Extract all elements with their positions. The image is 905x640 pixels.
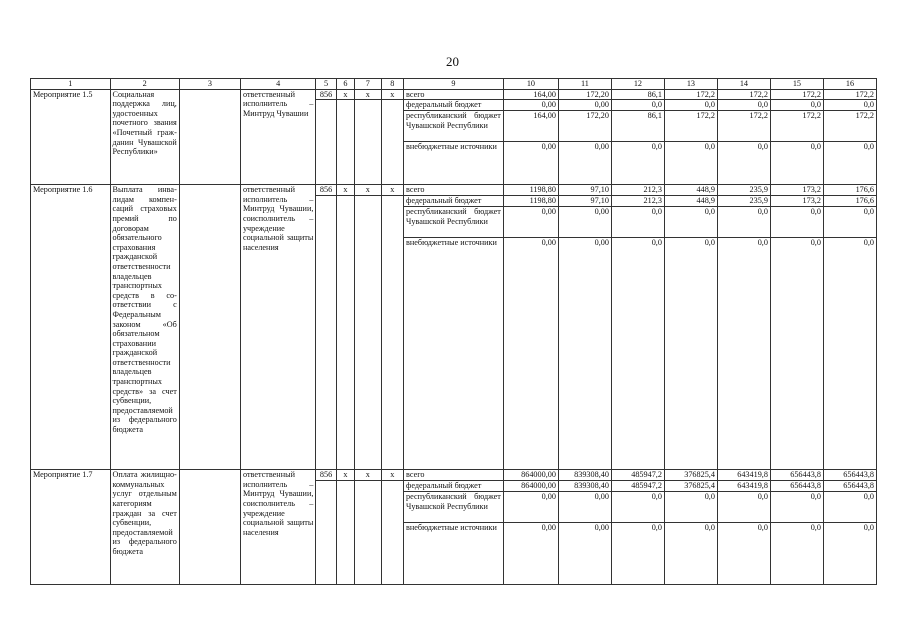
- amount-cell: 235,9: [717, 196, 770, 207]
- empty-cell: [355, 481, 382, 585]
- amount-cell: 0,0: [664, 523, 717, 585]
- amount-cell: 643419,8: [717, 470, 770, 481]
- amount-cell: 0,00: [558, 100, 611, 111]
- column-header: 14: [717, 79, 770, 90]
- column-header: 3: [179, 79, 240, 90]
- code-placeholder: x: [355, 185, 382, 196]
- amount-cell: 0,0: [717, 492, 770, 523]
- amount-cell: 0,0: [823, 207, 876, 238]
- table-row: [31, 470, 877, 481]
- budget-code: 856: [316, 89, 336, 100]
- amount-cell: 212,3: [611, 196, 664, 207]
- amount-cell: 0,0: [823, 523, 876, 585]
- amount-cell: 485947,2: [611, 470, 664, 481]
- code-placeholder: x: [381, 185, 403, 196]
- budget-table: [30, 78, 877, 585]
- amount-cell: 164,00: [503, 89, 558, 100]
- amount-cell: 173,2: [770, 196, 823, 207]
- amount-cell: 0,00: [558, 492, 611, 523]
- amount-cell: 0,0: [823, 142, 876, 185]
- funding-source: внебюджетные источники: [404, 238, 504, 470]
- empty-cell: [336, 100, 354, 185]
- amount-cell: 864000,00: [503, 470, 558, 481]
- amount-cell: 864000,00: [503, 481, 558, 492]
- amount-cell: 0,0: [664, 142, 717, 185]
- amount-cell: 839308,40: [558, 470, 611, 481]
- column-header: 5: [316, 79, 336, 90]
- amount-cell: 176,6: [823, 196, 876, 207]
- empty-cell: [336, 481, 354, 585]
- amount-cell: 0,0: [770, 523, 823, 585]
- amount-cell: 0,0: [717, 142, 770, 185]
- amount-cell: 0,00: [503, 100, 558, 111]
- amount-cell: 97,10: [558, 185, 611, 196]
- amount-cell: 0,00: [503, 238, 558, 470]
- amount-cell: 656443,8: [823, 481, 876, 492]
- funding-source: внебюджетные источники: [404, 142, 504, 185]
- amount-cell: 0,0: [770, 238, 823, 470]
- measure-executor: ответственный исполнитель – Минтруд Чувашии: [240, 89, 315, 185]
- amount-cell: 448,9: [664, 185, 717, 196]
- measure-id: Мероприятие 1.7: [31, 470, 111, 585]
- funding-source: республиканский бюджет Чувашской Республики: [404, 111, 504, 142]
- column-header: 9: [404, 79, 504, 90]
- amount-cell: 172,20: [558, 89, 611, 100]
- table-row: [31, 185, 877, 196]
- amount-cell: 86,1: [611, 89, 664, 100]
- amount-cell: 656443,8: [770, 470, 823, 481]
- amount-cell: 656443,8: [823, 470, 876, 481]
- amount-cell: 86,1: [611, 111, 664, 142]
- amount-cell: 376825,4: [664, 470, 717, 481]
- empty-cell: [381, 481, 403, 585]
- empty-cell: [179, 185, 240, 470]
- measure-executor: ответственный исполнитель – Минтруд Чувашии, соисполнитель – учреждение социальной защиты населения: [240, 185, 315, 470]
- amount-cell: 0,0: [611, 238, 664, 470]
- funding-source: федеральный бюджет: [404, 196, 504, 207]
- amount-cell: 0,0: [717, 523, 770, 585]
- amount-cell: 0,0: [770, 100, 823, 111]
- code-placeholder: x: [355, 470, 382, 481]
- amount-cell: 1198,80: [503, 185, 558, 196]
- funding-source: республиканский бюджет Чувашской Республики: [404, 492, 504, 523]
- funding-source: федеральный бюджет: [404, 481, 504, 492]
- column-header: 13: [664, 79, 717, 90]
- code-placeholder: x: [381, 470, 403, 481]
- amount-cell: 0,0: [717, 238, 770, 470]
- measure-id: Мероприятие 1.6: [31, 185, 111, 470]
- amount-cell: 0,0: [664, 100, 717, 111]
- measure-description: Оплата жилищно-коммунальных услуг отдельным категориям граждан за счет субвенции, предоставляемой из федерального бюджета: [110, 470, 179, 585]
- empty-cell: [179, 89, 240, 185]
- amount-cell: 172,2: [717, 111, 770, 142]
- amount-cell: 0,0: [770, 492, 823, 523]
- budget-code: 856: [316, 185, 336, 196]
- amount-cell: 0,0: [611, 523, 664, 585]
- amount-cell: 0,00: [558, 238, 611, 470]
- funding-source: всего: [404, 470, 504, 481]
- funding-source: всего: [404, 89, 504, 100]
- measure-description: Социальная поддержка лиц, удостоенных почетного звания «Почетный гражданин Чувашской Республики»: [110, 89, 179, 185]
- empty-cell: [381, 100, 403, 185]
- code-placeholder: x: [381, 89, 403, 100]
- amount-cell: 0,00: [558, 207, 611, 238]
- amount-cell: 0,0: [664, 207, 717, 238]
- column-header: 15: [770, 79, 823, 90]
- amount-cell: 0,0: [664, 492, 717, 523]
- amount-cell: 172,2: [717, 89, 770, 100]
- amount-cell: 448,9: [664, 196, 717, 207]
- measure-id: Мероприятие 1.5: [31, 89, 111, 185]
- amount-cell: 0,00: [558, 523, 611, 585]
- amount-cell: 0,0: [823, 492, 876, 523]
- column-header: 10: [503, 79, 558, 90]
- amount-cell: 0,00: [503, 142, 558, 185]
- amount-cell: 0,00: [503, 207, 558, 238]
- funding-source: внебюджетные источники: [404, 523, 504, 585]
- amount-cell: 643419,8: [717, 481, 770, 492]
- amount-cell: 0,00: [503, 523, 558, 585]
- amount-cell: 0,0: [611, 100, 664, 111]
- empty-cell: [336, 196, 354, 470]
- column-header: 4: [240, 79, 315, 90]
- column-header: 1: [31, 79, 111, 90]
- amount-cell: 0,0: [823, 100, 876, 111]
- page-number: 20: [446, 54, 459, 69]
- code-placeholder: x: [336, 470, 354, 481]
- code-placeholder: x: [355, 89, 382, 100]
- empty-cell: [355, 100, 382, 185]
- column-header: 11: [558, 79, 611, 90]
- empty-cell: [179, 470, 240, 585]
- amount-cell: 0,0: [611, 492, 664, 523]
- measure-executor: ответственный исполнитель – Минтруд Чувашии, соисполнитель – учреждение социальной защиты населения: [240, 470, 315, 585]
- amount-cell: 172,2: [823, 89, 876, 100]
- amount-cell: 0,0: [823, 238, 876, 470]
- empty-cell: [381, 196, 403, 470]
- column-header: 16: [823, 79, 876, 90]
- funding-source: федеральный бюджет: [404, 100, 504, 111]
- funding-source: республиканский бюджет Чувашской Республики: [404, 207, 504, 238]
- amount-cell: 0,0: [611, 142, 664, 185]
- amount-cell: 172,2: [770, 89, 823, 100]
- amount-cell: 0,0: [717, 100, 770, 111]
- column-header: 2: [110, 79, 179, 90]
- code-placeholder: x: [336, 185, 354, 196]
- empty-cell: [355, 196, 382, 470]
- amount-cell: 485947,2: [611, 481, 664, 492]
- column-header: 7: [355, 79, 382, 90]
- amount-cell: 97,10: [558, 196, 611, 207]
- amount-cell: 235,9: [717, 185, 770, 196]
- code-placeholder: x: [336, 89, 354, 100]
- amount-cell: 376825,4: [664, 481, 717, 492]
- header-row: [31, 79, 877, 90]
- amount-cell: 0,0: [611, 207, 664, 238]
- empty-cell: [316, 100, 336, 185]
- amount-cell: 164,00: [503, 111, 558, 142]
- amount-cell: 173,2: [770, 185, 823, 196]
- measure-description: Выплата инвалидам компенсаций страховых премий по договорам обязательного страхования гражданской ответственности владельцев транспортных средств в соответствии с Федеральным законом «Об обязательном страховании гражданской ответственности владельцев транспортных средств» за счет субвенции, предоставляемой из федерального бюджета: [110, 185, 179, 470]
- amount-cell: 1198,80: [503, 196, 558, 207]
- amount-cell: 839308,40: [558, 481, 611, 492]
- column-header: 6: [336, 79, 354, 90]
- amount-cell: 0,00: [558, 142, 611, 185]
- amount-cell: 172,2: [770, 111, 823, 142]
- column-header: 8: [381, 79, 403, 90]
- empty-cell: [316, 196, 336, 470]
- funding-source: всего: [404, 185, 504, 196]
- column-header: 12: [611, 79, 664, 90]
- amount-cell: 172,2: [823, 111, 876, 142]
- amount-cell: 0,0: [664, 238, 717, 470]
- amount-cell: 176,6: [823, 185, 876, 196]
- amount-cell: 656443,8: [770, 481, 823, 492]
- amount-cell: 0,0: [770, 207, 823, 238]
- amount-cell: 172,2: [664, 89, 717, 100]
- amount-cell: 172,2: [664, 111, 717, 142]
- amount-cell: 0,0: [770, 142, 823, 185]
- amount-cell: 172,20: [558, 111, 611, 142]
- amount-cell: 212,3: [611, 185, 664, 196]
- amount-cell: 0,0: [717, 207, 770, 238]
- amount-cell: 0,00: [503, 492, 558, 523]
- budget-code: 856: [316, 470, 336, 481]
- empty-cell: [316, 481, 336, 585]
- table-row: [31, 89, 877, 100]
